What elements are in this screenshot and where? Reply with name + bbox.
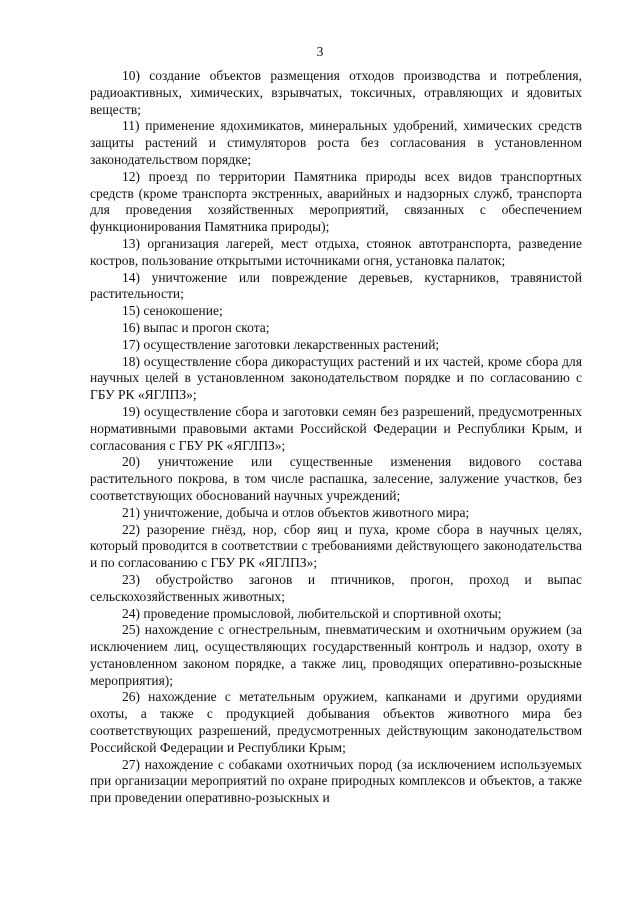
page-number: 3 (316, 44, 324, 59)
list-item: 24) проведение промысловой, любительской и спортивной охоты; (122, 605, 502, 621)
list-item: 10) создание объектов размещения отходов производства и потребления, радиоактивных, химических, взрывчатых, токсичных, отравляющих и ядовитых веществ; (90, 68, 582, 117)
list-item: 18) осуществление сбора дикорастущих растений и их частей, кроме сбора для научных целей в установленном законодательством порядке и по согласованию с ГБУ РК «ЯГЛПЗ»; (90, 353, 582, 403)
document-body (90, 68, 582, 807)
list-item: 14) уничтожение или повреждение деревьев, кустарников, травянистой растительности; (90, 269, 582, 302)
list-item: 11) применение ядохимикатов, минеральных удобрений, химических средств защиты растений и стимуляторов роста без согласования в установленном законодательством порядке; (90, 118, 582, 167)
list-item: 17) осуществление заготовки лекарственных растений; (122, 336, 440, 352)
list-item: 21) уничтожение, добыча и отлов объектов животного мира; (122, 504, 470, 520)
list-item: 23) обустройство загонов и птичников, прогон, проход и выпас сельскохозяйственных животных; (90, 571, 582, 604)
list-item: 16) выпас и прогон скота; (122, 319, 270, 335)
list-item: 22) разорение гнёзд, нор, сбор яиц и пуха, кроме сбора в научных целях, который проводится в соответствии с требованиями действующего законодательства и по согласованию с ГБУ РК «ЯГЛПЗ»; (90, 521, 582, 571)
list-item: 26) нахождение с метательным оружием, капканами и другими орудиями охоты, а также с продукцией добывания объектов животного мира без соответствующих разрешений, предусмотренных действующим законодательством Российской Федерации и Республики Крым; (90, 689, 582, 755)
list-item: 27) нахождение с собаками охотничьих пород (за исключением используемых при организации мероприятий по охране природных комплексов и объектов, а также при проведении оперативно-розыскных и (90, 756, 582, 806)
list-item: 15) сенокошение; (122, 303, 223, 319)
list-item: 19) осуществление сбора и заготовки семян без разрешений, предусмотренных нормативными правовыми актами Российской Федерации и Республики Крым, и согласования с ГБУ РК «ЯГЛПЗ»; (90, 403, 582, 453)
list-item: 12) проезд по территории Памятника природы всех видов транспортных средств (кроме транспорта экстренных, аварийных и надзорных служб, транспорта для проведения хозяйственных мероприятий, связанных с обеспечением функционирования Памятника природы); (90, 168, 582, 235)
list-item: 25) нахождение с огнестрельным, пневматическим и охотничьим оружием (за исключением лиц, осуществляющих государственный контроль и надзор, охоту в установленном законом порядке, а также лиц, проводящих оперативно-розыскные мероприятия); (90, 622, 582, 688)
list-item: 20) уничтожение или существенные изменения видового состава растительного покрова, в том числе распашка, залесение, залужение участков, без соответствующих обоснований научных учреждений; (90, 454, 582, 503)
list-item: 13) организация лагерей, мест отдыха, стоянок автотранспорта, разведение костров, пользование открытыми источниками огня, установка палаток; (90, 235, 582, 268)
